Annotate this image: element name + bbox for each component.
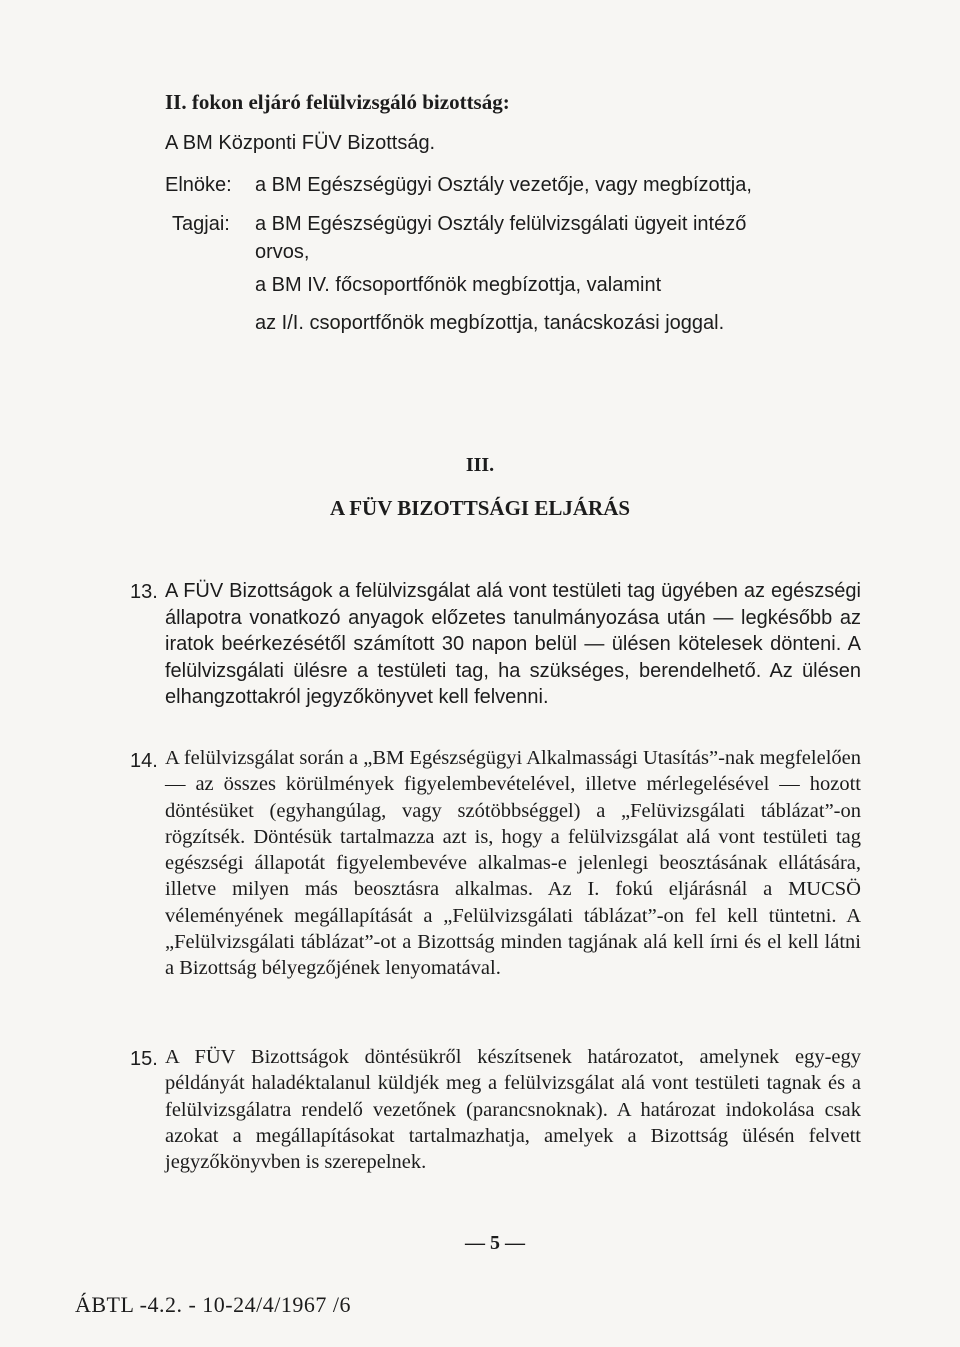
members-line-4: az I/I. csoportfőnök megbízottja, tanácskozási joggal. — [255, 312, 725, 334]
members-line-1: a BM Egészségügyi Osztály felülvizsgálati ügyeit intéző — [255, 213, 747, 235]
paragraph-14-text: A felülvizsgálat során a „BM Egészségügyi Alkalmassági Utasítás”-nak megfelelően — az összes körülmények figyelembevételével, illetve mérlegelésével — hozott döntésüket (egyhangúlag, vagy szótöbbséggel) a „Felüvizsgálati táblázat”-on rögzítsék. Döntésük tartalmazza azt is, hogy a felülvizsgálat alá vont testületi tag egészségi állapotát figyelembevéve alkalmas-e jelenlegi beosztásának ellátására, illetve milyen más beosztásra alkalmas. Az I. fokú eljárásnál a MUCSÖ véleményének megállapítását a „Felülvizsgálati táblázat”-on fel kell tüntetni. A „Felülvizsgálati táblázat”-ot a Bizottság minden tagjának alá kell írni és el kell látni a Bizottság bélyegzőjének lenyomatával. — [165, 747, 861, 980]
chair-label: Elnöke: — [165, 174, 232, 196]
paragraph-number-14: 14. — [130, 750, 158, 772]
paragraph-13-text: A FÜV Bizottságok a felülvizsgálat alá vont testületi tag ügyében az egészségi állapotra vonatkozó anyagok előzetes tanulmányozása után — legkésőbb az iratok beérkezésétől számított 30 napon belül — ülésen kötelesek dönteni. A felülvizsgálati ülésre a testületi tag, ha szükséges, berendelhető. Az ülésen elhangzottakról jegyzőkönyvet kell felvenni. — [165, 580, 861, 708]
members-line-2: orvos, — [255, 241, 310, 263]
paragraph-number-15: 15. — [130, 1048, 158, 1070]
members-label: Tagjai: — [172, 213, 230, 235]
archive-reference: ÁBTL -4.2. - 10-24/4/1967 /6 — [75, 1292, 351, 1317]
committee-name: A BM Központi FÜV Bizottság. — [165, 132, 436, 154]
chapter-title: A FÜV BIZOTTSÁGI ELJÁRÁS — [329, 496, 631, 520]
chair-text: a BM Egészségügyi Osztály vezetője, vagy megbízottja, — [255, 174, 752, 196]
paragraph-number-13: 13. — [130, 581, 158, 603]
section-heading: II. fokon eljáró felülvizsgáló bizottság: — [165, 90, 510, 114]
page-number: — 5 — — [465, 1232, 525, 1254]
paragraph-15-text: A FÜV Bizottságok döntésükről készítsenek határozatot, amelynek egy-egy példányát haladéktalanul küldjék meg a felülvizsgálat alá vont testületi tagnak és a felülvizsgálatra rendelő vezetőnek (parancsnoknak). A határozat indokolása csak azokat a megállapításokat tartalmazhatja, amelyek a Bizottság ülésén felvett jegyzőkönyvben is szerepelnek. — [165, 1046, 861, 1174]
chapter-number: III. — [465, 454, 495, 476]
members-line-3: a BM IV. főcsoportfőnök megbízottja, valamint — [255, 274, 662, 296]
